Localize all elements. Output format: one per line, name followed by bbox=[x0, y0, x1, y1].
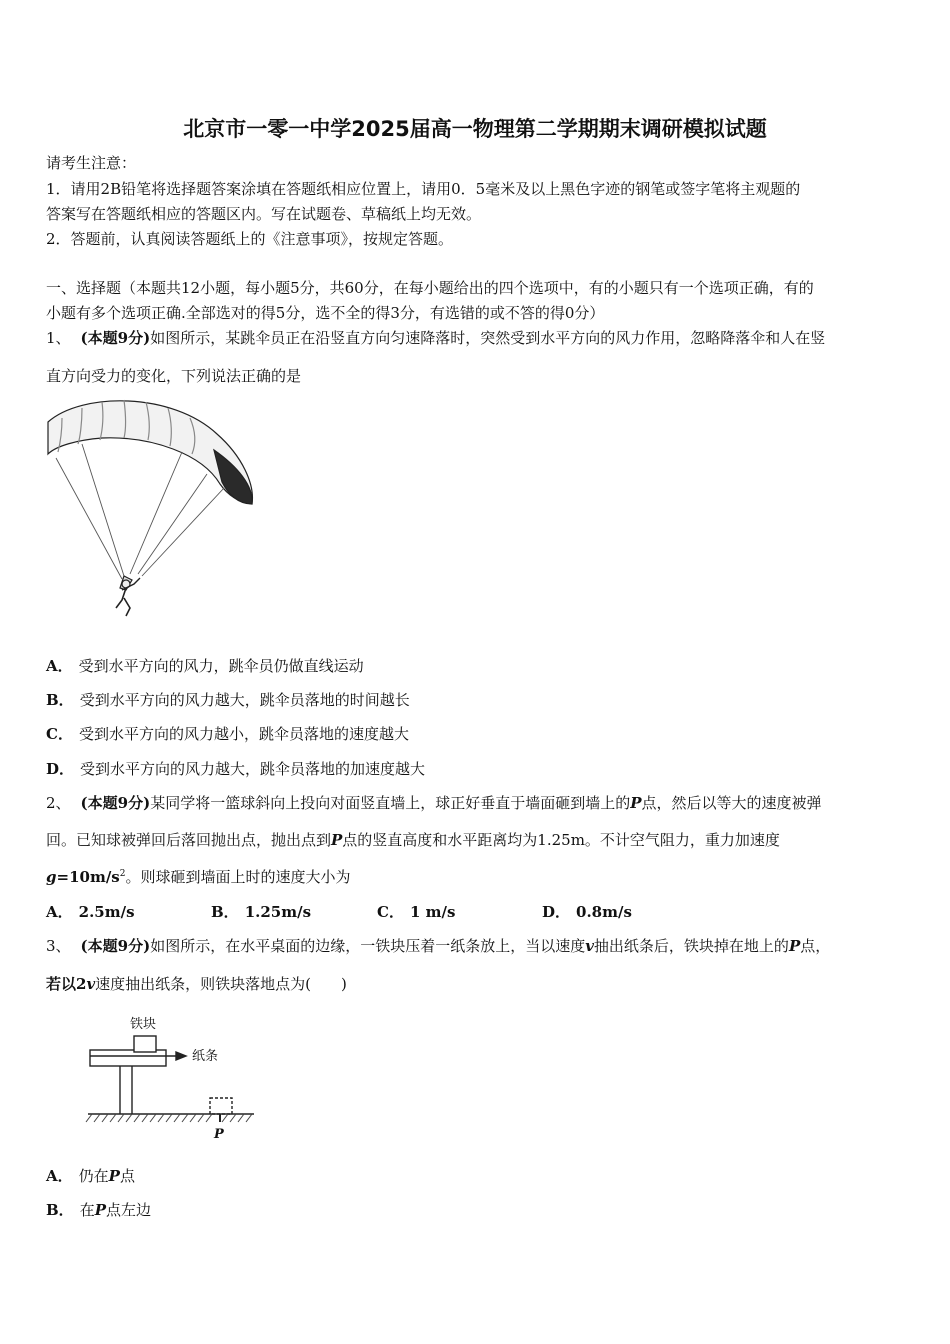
variable-v: v bbox=[585, 937, 594, 955]
question-1-line-1 bbox=[46, 327, 825, 348]
superscript: 2 bbox=[119, 869, 126, 879]
question-text: 某同学将一篮球斜向上投向对面竖直墙上，球正好垂直于墙面砸到墙上的 bbox=[150, 794, 631, 812]
q2-option-c[interactable] bbox=[377, 901, 455, 922]
notice-line-3: 2．答题前，认真阅读答题纸上的《注意事项》，按规定答题。 bbox=[46, 230, 454, 248]
question-2-line-1 bbox=[46, 792, 822, 813]
option-text: 受到水平方向的风力，跳伞员仍做直线运动 bbox=[78, 657, 364, 675]
variable-g: g bbox=[46, 868, 57, 886]
option-text: 点左边 bbox=[105, 1201, 151, 1219]
question-text: 如图所示，在水平桌面的边缘，一铁块压着一纸条放上，当以速度 bbox=[150, 937, 586, 955]
option-label: A． bbox=[46, 903, 73, 921]
question-text: 回。已知球被弹回后落回抛出点，抛出点到 bbox=[46, 831, 332, 849]
option-text: 受到水平方向的风力越小，跳伞员落地的速度越大 bbox=[78, 725, 409, 743]
q1-option-c[interactable] bbox=[46, 723, 409, 744]
question-points: (本题9分) bbox=[80, 329, 151, 347]
option-text: 点 bbox=[119, 1167, 135, 1185]
notice-heading: 请考生注意： bbox=[46, 154, 137, 172]
question-text: 如图所示，某跳伞员正在沿竖直方向匀速降落时，突然受到水平方向的风力作用，忽略降落伞和人在竖 bbox=[150, 329, 826, 347]
question-number: 3、 bbox=[46, 937, 71, 955]
page-title: 北京市一零一中学2025届高一物理第二学期期末调研模拟试题 bbox=[183, 117, 767, 141]
question-text: 点，然后以等大的速度被弹 bbox=[641, 794, 822, 812]
question-text: 点， bbox=[800, 937, 831, 955]
variable-p: P bbox=[630, 794, 642, 812]
question-points: (本题9分) bbox=[80, 937, 151, 955]
question-number: 2、 bbox=[46, 794, 71, 812]
option-label: B． bbox=[46, 1201, 74, 1219]
iron-block-figure bbox=[84, 1010, 264, 1145]
q1-option-a[interactable] bbox=[46, 655, 364, 676]
question-text: 若以2 bbox=[46, 975, 87, 993]
notice-line-2: 答案写在答题纸相应的答题区内。写在试题卷、草稿纸上均无效。 bbox=[46, 205, 482, 223]
q3-option-b[interactable] bbox=[46, 1199, 151, 1220]
question-text: =10m/s bbox=[56, 868, 120, 886]
question-points: (本题9分) bbox=[80, 794, 151, 812]
option-label: B． bbox=[211, 903, 239, 921]
option-text: 2.5m/s bbox=[78, 903, 135, 921]
notice-line-1: 1．请用2B铅笔将选择题答案涂填在答题纸相应位置上，请用0．5毫米及以上黑色字迹的钢笔或签字笔将主观题的 bbox=[46, 180, 801, 198]
option-text: 在 bbox=[79, 1201, 95, 1219]
q1-option-d[interactable] bbox=[46, 758, 425, 779]
q1-option-b[interactable] bbox=[46, 689, 410, 710]
option-label: A． bbox=[46, 657, 73, 675]
question-text: 点的竖直高度和水平距离均为1.25m。不计空气阻力，重力加速度 bbox=[342, 831, 780, 849]
block-label: 铁块 bbox=[130, 1017, 157, 1032]
question-text: 抽出纸条后，铁块掉在地上的 bbox=[593, 937, 789, 955]
option-text: 1.25m/s bbox=[244, 903, 312, 921]
q2-option-a[interactable] bbox=[46, 901, 135, 922]
question-1-line-2: 直方向受力的变化，下列说法正确的是 bbox=[46, 367, 302, 385]
section-header-line-1: 一、选择题（本题共12小题，每小题5分，共60分，在每小题给出的四个选项中，有的小题只有一个选项正确，有的 bbox=[46, 279, 814, 297]
question-text: 速度抽出纸条，则铁块落地点为( ) bbox=[95, 975, 347, 993]
option-label: C． bbox=[46, 725, 73, 743]
q3-option-a[interactable] bbox=[46, 1165, 135, 1186]
option-label: D． bbox=[542, 903, 571, 921]
q2-option-d[interactable] bbox=[542, 901, 632, 922]
question-2-line-2 bbox=[46, 829, 780, 850]
q2-option-b[interactable] bbox=[211, 901, 311, 922]
option-text: 受到水平方向的风力越大，跳伞员落地的加速度越大 bbox=[80, 760, 426, 778]
variable-p: P bbox=[788, 937, 801, 955]
section-header-line-2: 小题有多个选项正确.全部选对的得5分，选不全的得3分，有选错的或不答的得0分） bbox=[46, 304, 605, 322]
question-3-line-1 bbox=[46, 935, 830, 956]
variable-p: P bbox=[94, 1201, 106, 1219]
option-label: A． bbox=[46, 1167, 73, 1185]
option-text: 0.8m/s bbox=[576, 903, 632, 921]
question-text: 。则球砸到墙面上时的速度大小为 bbox=[125, 868, 351, 886]
parachute-figure bbox=[42, 394, 262, 624]
variable-p: P bbox=[108, 1167, 120, 1185]
variable-p: P bbox=[331, 831, 343, 849]
variable-v: v bbox=[86, 975, 96, 993]
option-label: B． bbox=[46, 691, 74, 709]
question-2-line-3 bbox=[46, 866, 351, 887]
option-label: D． bbox=[46, 760, 75, 778]
option-text: 仍在 bbox=[78, 1167, 109, 1185]
point-label: P bbox=[214, 1127, 224, 1142]
paper-label: 纸条 bbox=[192, 1049, 219, 1064]
question-3-line-2 bbox=[46, 973, 347, 994]
option-label: C． bbox=[377, 903, 404, 921]
option-text: 1 m/s bbox=[409, 903, 456, 921]
option-text: 受到水平方向的风力越大，跳伞员落地的时间越长 bbox=[79, 691, 410, 709]
question-number: 1、 bbox=[46, 329, 71, 347]
